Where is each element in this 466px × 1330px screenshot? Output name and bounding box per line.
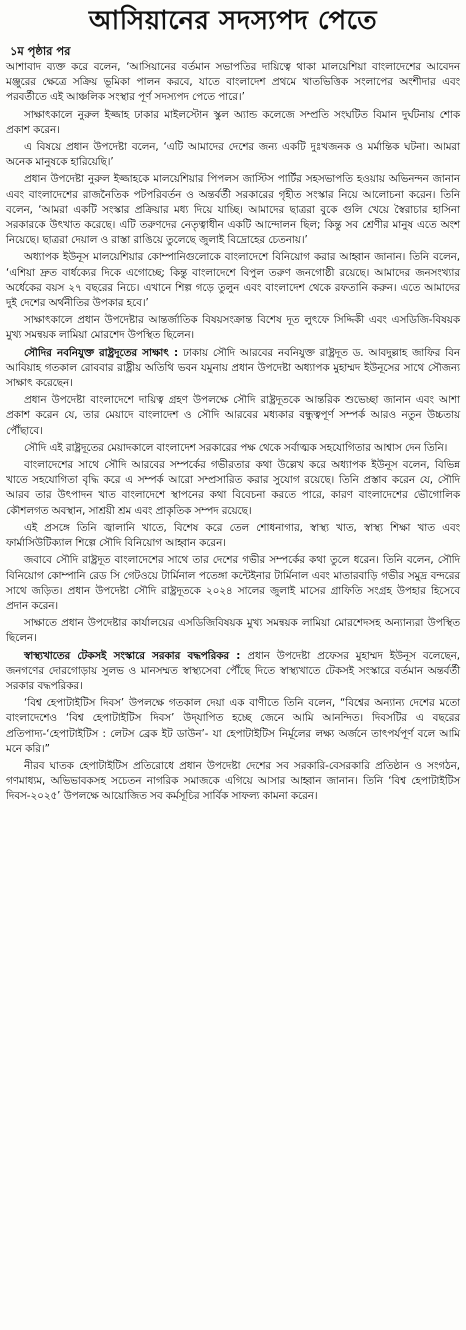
paragraph-text: অধ্যাপক ইউনূস মালয়েশিয়ার কোম্পানিগুলোকে বাংলাদেশে বিনিয়োগ করার আহ্বান জানান। তিনি বলেন, ‘এশিয়া দ্রুত বার্ধক্যের দিকে এগোচ্ছে; কিন্তু বাংলাদেশে বিপুল তরুণ জনগোষ্ঠী রয়েছে। আমাদের জনসংখ্যার অর্ধেকের বয়স ২৭ বছরের নিচে। এখানে শিল্প গড়ে তুলুন এবং বাংলাদেশ থেকে রফতানি করুন। এতে আমাদের দুই দেশের অর্থনীতির উপকার হবে।’ <box>6 251 460 310</box>
paragraph-text: ‘বিশ্ব হেপাটাইটিস দিবস’ উপলক্ষে গতকাল দেয়া এক বাণীতে তিনি বলেন, “বিশ্বের অন্যান্য দেশের মতো বাংলাদেশেও ‘বিশ্ব হেপাটাইটিস দিবস’ উদ্‌যাপিত হচ্ছে জেনে আমি আনন্দিত। দিবসটির এ বছরের প্রতিপাদ্য-‘হেপাটাইটিস : লেটস ব্রেক ইট ডাউন’- যা হেপাটাইটিস নির্মূলের লক্ষ্য অর্জনে তাৎপর্যপূর্ণ বলে আমি মনে করি।” <box>6 697 460 755</box>
paragraph <box>6 172 460 248</box>
paragraph-text: বাংলাদেশের সাথে সৌদি আরবের সম্পর্কের গভীরতার কথা উল্লেখ করে অধ্যাপক ইউনূস বলেন, বিভিন্ন খাতে সহযোগিতা বৃদ্ধি করে এ সম্পর্ক আরো সম্প্রসারিত করার সুযোগ রয়েছে। তিনি প্রস্তাব করেন যে, সৌদি আরব তার উৎপাদন খাত বাংলাদেশে স্থাপনের কথা বিবেচনা করতে পারে, কারণ বাংলাদেশের ভৌগোলিক কৌশলগত অবস্থান, সাশ্রয়ী শ্রম এবং প্রাকৃতিক সম্পদ রয়েছে। <box>6 459 460 517</box>
paragraph-text: জবাবে সৌদি রাষ্ট্রদূত বাংলাদেশের সাথে তার দেশের গভীর সম্পর্কের কথা তুলে ধরেন। তিনি বলেন, সৌদি বিনিয়োগ কোম্পানি রেড সি গেটওয়ে টার্মিনাল পতেঙ্গা কন্টেইনার টার্মিনাল এবং মাতারবাড়ি গভীর সমুদ্র বন্দরের সাথে জড়িত। প্রধান উপদেষ্টা সৌদি রাষ্ট্রদূতকে ২০২৪ সালের জুলাই মাসের গ্রাফিতি সংগ্রহ উপহার হিসেবে প্রদান করেন। <box>6 554 460 612</box>
paragraph-text: সৌদি এই রাষ্ট্রদূতের মেয়াদকালে বাংলাদেশ সরকারের পক্ষ থেকে সর্বাত্মক সহযোগিতার আশ্বাস দেন তিনি। <box>24 441 448 454</box>
paragraph-text: সাক্ষাতে প্রধান উপদেষ্টার কার্যালয়ের এসডিজিবিষয়ক মুখ্য সমন্বয়ক লামিয়া মোরশেদসহ অন্যান্যরা উপস্থিত ছিলেন। <box>6 617 460 645</box>
paragraph <box>6 696 460 757</box>
paragraph-text: নীরব ঘাতক হেপাটাইটিস প্রতিরোধে প্রধান উপদেষ্টা দেশের সব সরকারি-বেসরকারি প্রতিষ্ঠান ও সংগঠন, গণমাধ্যম, অভিভাবকসহ সচেতন নাগরিক সমাজকে এগিয়ে আসার আহ্বান জানান। তিনি ‘বিশ্ব হেপাটাইটিস দিবস-২০২৫’ উপলক্ষে আয়োজিত সব কর্মসূচির সার্বিক সাফল্য কামনা করেন। <box>6 759 460 803</box>
paragraph <box>6 521 460 551</box>
paragraph-text: এই প্রসঙ্গে তিনি জ্বালানি খাতে, বিশেষ করে তেল শোধনাগার, স্বাস্থ্য খাত, স্বাস্থ্য শিক্ষা খাত এবং ফার্মাসিউটিক্যাল শিল্পে সৌদি বিনিয়োগ আহ্বান করেন। <box>6 521 460 550</box>
article-body <box>6 60 460 805</box>
paragraph <box>6 759 460 805</box>
paragraph <box>6 108 460 138</box>
paragraph-text: প্রধান উপদেষ্টা প্রফেসর মুহাম্মদ ইউনূস বলেছেন, জনগণের দোরগোড়ায় সুলভ ও মানসম্মত স্বাস্থ্যসেবা পৌঁছে দিতে স্বাস্থ্যখাতে টেকসই সংস্কারে বর্তমান অন্তর্বর্তী সরকার বদ্ধপরিকর। <box>6 649 460 692</box>
paragraph <box>6 616 460 646</box>
paragraph <box>6 393 460 439</box>
paragraph-text: সাক্ষাৎকালে নুরুল ইজ্জাহ ঢাকার মাইলস্টোন স্কুল অ্যান্ড কলেজে সম্প্রতি সংঘটিত বিমান দুর্ঘটনায় শোক প্রকাশ করেন। <box>6 108 460 136</box>
paragraph-text: সাক্ষাৎকালে প্রধান উপদেষ্টার আন্তর্জাতিক বিষয়সংক্রান্ত বিশেষ দূত লুৎফে সিদ্দিকী এবং এসডিজি-বিষয়ক মুখ্য সমন্বয়ক লামিয়া মোরশেদ উপস্থিত ছিলেন। <box>6 314 460 342</box>
paragraph <box>6 553 460 614</box>
paragraph-text: ঢাকায় সৌদি আরবের নবনিযুক্ত রাষ্ট্রদূত ড. আবদুল্লাহ জাফির বিন আবিয়াহ গতকাল রোববার রাষ্ট্রীয় অতিথি ভবন যমুনায় প্রধান উপদেষ্টা অধ্যাপক মুহাম্মদ ইউনূসের সাথে সৌজন্য সাক্ষাৎ করেছেন। <box>6 346 460 390</box>
paragraph <box>6 60 460 106</box>
paragraph-text: আশাবাদ ব্যক্ত করে বলেন, ‘আসিয়ানের বর্তমান সভাপতির দায়িত্বে থাকা মালয়েশিয়া বাংলাদেশের আবেদন মঞ্জুরের ক্ষেত্রে সক্রিয় ভূমিকা পালন করবে, যাতে বাংলাদেশ প্রথমে খাতভিত্তিক সংলাপের অংশীদার এবং পরবর্তীতে এই আঞ্চলিক সংস্থার পূর্ণ সদস্যপদ পেতে পারে।’ <box>6 61 460 104</box>
paragraph <box>6 458 460 519</box>
paragraph <box>6 441 460 456</box>
paragraph-text: প্রধান উপদেষ্টা বাংলাদেশে দায়িত্ব গ্রহণ উপলক্ষে সৌদি রাষ্ট্রদূতকে আন্তরিক শুভেচ্ছা জানান এবং আশা প্রকাশ করেন যে, তার মেয়াদে বাংলাদেশ ও সৌদি আরবের মধ্যকার বন্ধুত্বপূর্ণ সম্পর্ক আরও নতুন উচ্চতায় পৌঁছাবে। <box>6 394 460 437</box>
paragraph-text: প্রধান উপদেষ্টা নুরুল ইজ্জাহকে মালয়েশিয়ার পিপলস জাস্টিস পার্টির সহসভাপতি হওয়ায় অভিনন্দন জানান এবং বাংলাদেশের রাজনৈতিক পটপরিবর্তন ও অন্তর্বর্তী সরকারের গৃহীত সংস্কার নিয়ে আলোচনা করেন। তিনি বলেন, ‘আমরা একটি সংস্কার প্রক্রিয়ার মধ্য দিয়ে যাচ্ছি। আমাদের ছাত্ররা বুকে গুলি খেয়ে স্বৈরাচার হাসিনা সরকারকে উৎখাত করেছে। এটি তরুণদের নেতৃত্বাধীন একটি আন্দোলন ছিল; কিন্তু সব শ্রেণীর মানুষ এতে অংশ নিয়েছে। ছাত্ররা দেয়াল ও রাস্তা রাঙিয়ে তুলেছে জুলাই বিদ্রোহের চেতনায়।’ <box>6 173 460 247</box>
paragraph-text: এ বিষয়ে প্রধান উপদেষ্টা বলেন, ‘এটি আমাদের দেশের জন্য একটি দুঃখজনক ও মর্মান্তিক ঘটনা। আমরা অনেক মানুষকে হারিয়েছি।’ <box>6 141 460 169</box>
newspaper-clipping <box>0 4 466 1330</box>
subheading-saudi-ambassador: সৌদির নবনিযুক্ত রাষ্ট্রদূতের সাক্ষাৎ : <box>24 346 179 359</box>
paragraph <box>6 250 460 311</box>
paragraph <box>6 140 460 170</box>
continued-from-label: ১ম পৃষ্ঠার পর <box>10 44 71 58</box>
paragraph <box>6 313 460 343</box>
subheading-health-reform: স্বাস্থ্যখাতের টেকসই সংস্কারে সরকার বদ্ধপরিকর : <box>24 649 241 662</box>
headline: আসিয়ানের সদস্যপদ পেতে <box>88 6 378 36</box>
paragraph <box>6 346 460 392</box>
paragraph <box>6 649 460 695</box>
